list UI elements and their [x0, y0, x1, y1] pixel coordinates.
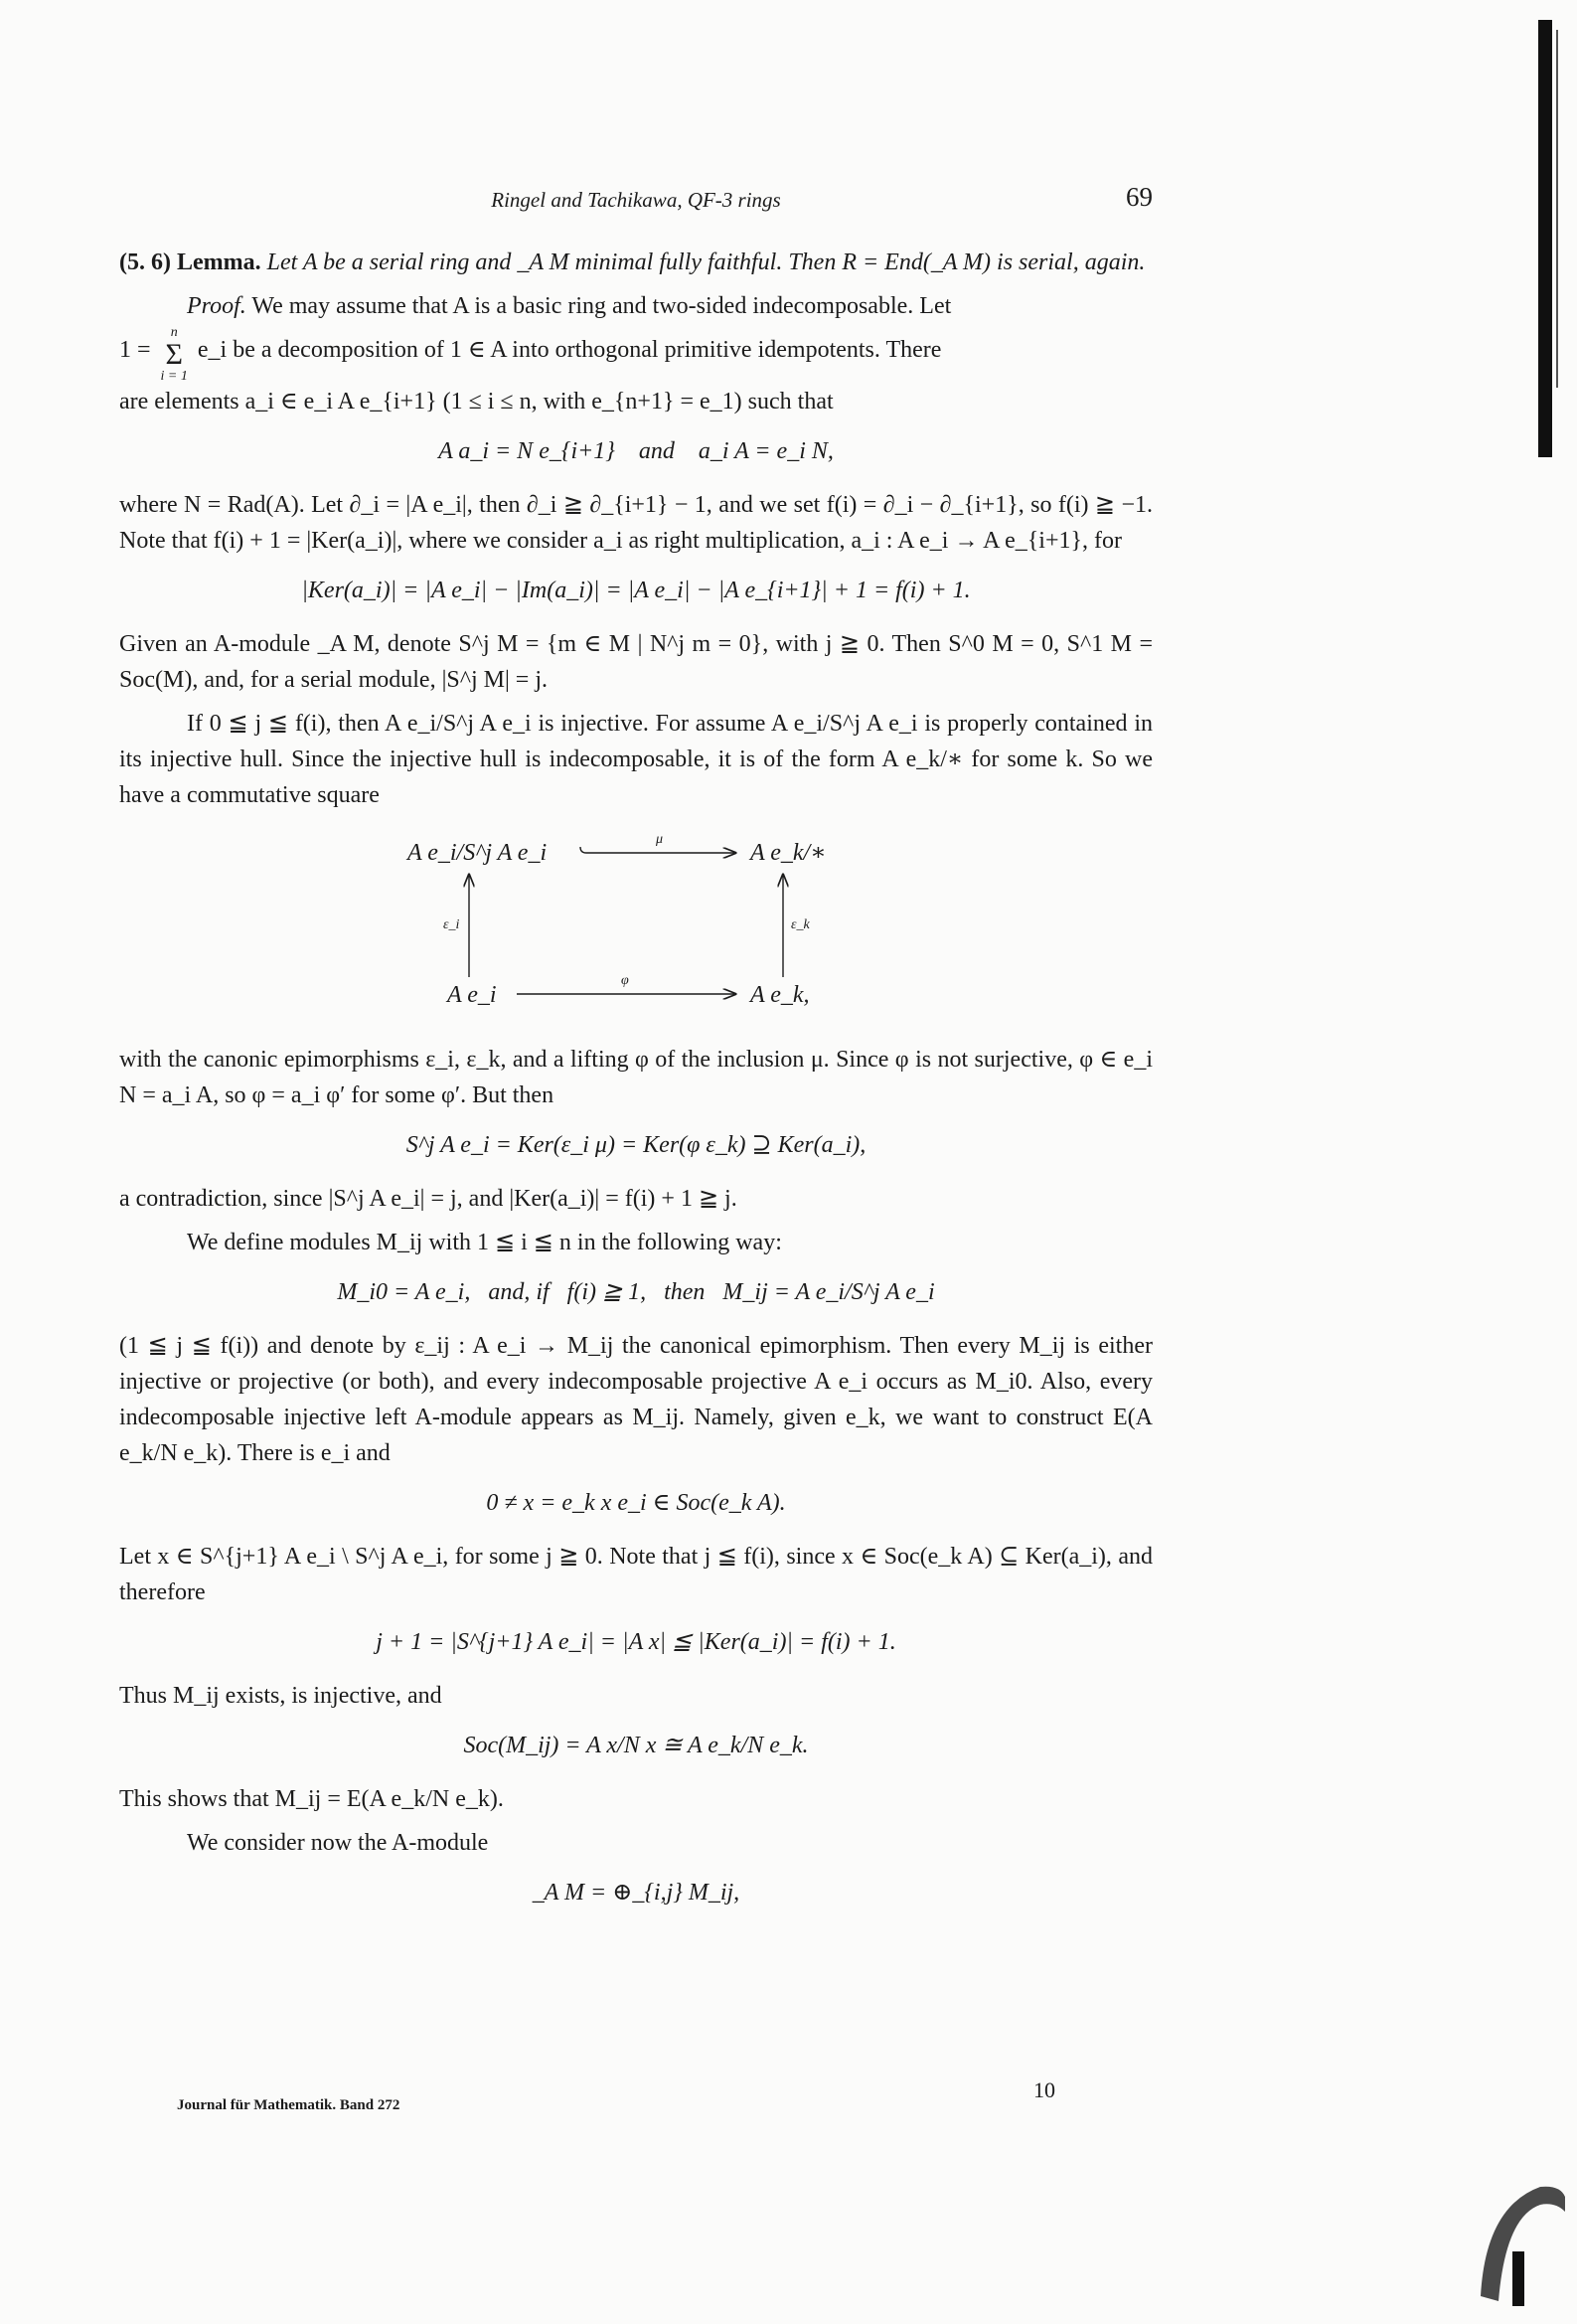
- running-header: [119, 177, 1153, 221]
- decomposition-rest: e_i be a decomposition of 1 ∈ A into orthogonal primitive idempotents. There: [197, 337, 942, 363]
- page-body: [119, 177, 1153, 1928]
- proof-text-4: Given an A-module _A M, denote S^j M = {m ∈ M | N^j m = 0}, with j ≧ 0. Then S^0 M = 0, S^1 M = Soc(M), and, for a serial module, |S^j M| = j.: [119, 631, 1153, 693]
- formula-5: 0 ≠ x = e_k x e_i ∈ Soc(e_k A).: [486, 1490, 786, 1516]
- diagram-bottom-right: A e_k,: [750, 982, 810, 1008]
- proof-text-2: are elements a_i ∈ e_i A e_{i+1} (1 ≤ i ≤ n, with e_{n+1} = e_1) such that: [119, 389, 834, 415]
- formula-6: j + 1 = |S^{j+1} A e_i| = |A x| ≦ |Ker(a_i)| = f(i) + 1.: [376, 1629, 896, 1655]
- sigma-symbol: Σ: [165, 338, 183, 371]
- proof-text-9: (1 ≦ j ≦ f(i)) and denote by ε_ij : A e_i → M_ij the canonical epimorphism. Then every M_ij is either injective or projective (or both), and every indecomposable projective A e_i occurs as M_i0. Also, every indecomposable injective left A-module appears as M_ij. Namely, given e_k, we want to construct E(A e_k/N e_k). There is e_i and: [119, 1333, 1153, 1466]
- mu-hook: [580, 847, 586, 853]
- proof-label: Proof.: [187, 293, 246, 319]
- decomposition-line: [119, 325, 1153, 384]
- decomposition-lhs: 1 =: [119, 337, 151, 363]
- scan-edge-shadow: [1538, 20, 1552, 457]
- commutative-square: [407, 823, 865, 1022]
- scan-corner-artifact: [1461, 2167, 1570, 2306]
- lemma-statement: Let A be a serial ring and _A M minimal fully faithful. Then R = End(_A M) is serial, again.: [266, 249, 1146, 275]
- proof-text-7: a contradiction, since |S^j A e_i| = j, and |Ker(a_i)| = f(i) + 1 ≧ j.: [119, 1186, 737, 1212]
- phi-label: φ: [621, 973, 629, 988]
- running-title: Ringel and Tachikawa, QF-3 rings: [491, 188, 781, 212]
- diagram-bottom-left: A e_i: [447, 982, 497, 1008]
- proof-text-10: Let x ∈ S^{j+1} A e_i \ S^j A e_i, for some j ≧ 0. Note that j ≦ f(i), since x ∈ Soc(e_k A) ⊆ Ker(a_i), and therefore: [119, 1544, 1153, 1605]
- proof-text-11: Thus M_ij exists, is injective, and: [119, 1683, 442, 1709]
- diagram-top-left: A e_i/S^j A e_i: [407, 840, 548, 866]
- summation: [161, 326, 188, 384]
- proof-text-12: This shows that M_ij = E(A e_k/N e_k).: [119, 1786, 504, 1812]
- diagram-top-right: A e_k/∗: [750, 840, 827, 866]
- scan-edge-line: [1556, 30, 1558, 388]
- mu-label: μ: [656, 832, 664, 847]
- page-number: 69: [1126, 182, 1153, 212]
- formula-4: M_i0 = A e_i, and, if f(i) ≧ 1, then M_ij = A e_i/S^j A e_i: [337, 1279, 935, 1305]
- lemma-label: (5. 6) Lemma.: [119, 249, 261, 275]
- formula-2: |Ker(a_i)| = |A e_i| − |Im(a_i)| = |A e_i| − |A e_{i+1}| + 1 = f(i) + 1.: [301, 578, 971, 603]
- signature-mark: 10: [1033, 2077, 1055, 2102]
- journal-footer: Journal für Mathematik. Band 272: [177, 2097, 400, 2113]
- proof-text-6: with the canonic epimorphisms ε_i, ε_k, and a lifting φ of the inclusion μ. Since φ is not surjective, φ ∈ e_i N = a_i A, so φ = a_i φ′ for some φ′. But then: [119, 1047, 1153, 1108]
- formula-8: _A M = ⊕_{i,j} M_ij,: [532, 1880, 740, 1906]
- proof-text-13: We consider now the A-module: [187, 1830, 489, 1856]
- formula-3: S^j A e_i = Ker(ε_i μ) = Ker(φ ε_k) ⊇ Ker(a_i),: [405, 1132, 867, 1158]
- sum-upper-limit: n: [170, 325, 178, 340]
- lemma: [119, 245, 1153, 280]
- formula-7: Soc(M_ij) = A x/N x ≅ A e_k/N e_k.: [463, 1733, 809, 1758]
- sum-lower-limit: i = 1: [160, 369, 188, 384]
- proof-paragraph-1: [119, 288, 1153, 324]
- proof-text-5: If 0 ≦ j ≦ f(i), then A e_i/S^j A e_i is injective. For assume A e_i/S^j A e_i is properly contained in its injective hull. Since the injective hull is indecomposable, it is of the form A e_k/∗ for some k. So we have a commutative square: [119, 711, 1153, 808]
- proof-text-3: where N = Rad(A). Let ∂_i = |A e_i|, then ∂_i ≧ ∂_{i+1} − 1, and we set f(i) = ∂_i − ∂_{i+1}, so f(i) ≧ −1. Note that f(i) + 1 = |Ker(a_i)|, where we consider a_i as right multiplication, a_i : A e_i → A e_{i+1}, for: [119, 492, 1153, 554]
- proof-text-8: We define modules M_ij with 1 ≦ i ≦ n in the following way:: [187, 1230, 782, 1255]
- eps-i-label: ε_i: [443, 917, 460, 932]
- proof-text-1: We may assume that A is a basic ring and two-sided indecomposable. Let: [251, 293, 952, 319]
- formula-1: A a_i = N e_{i+1} and a_i A = e_i N,: [438, 438, 834, 464]
- eps-k-label: ε_k: [791, 917, 810, 932]
